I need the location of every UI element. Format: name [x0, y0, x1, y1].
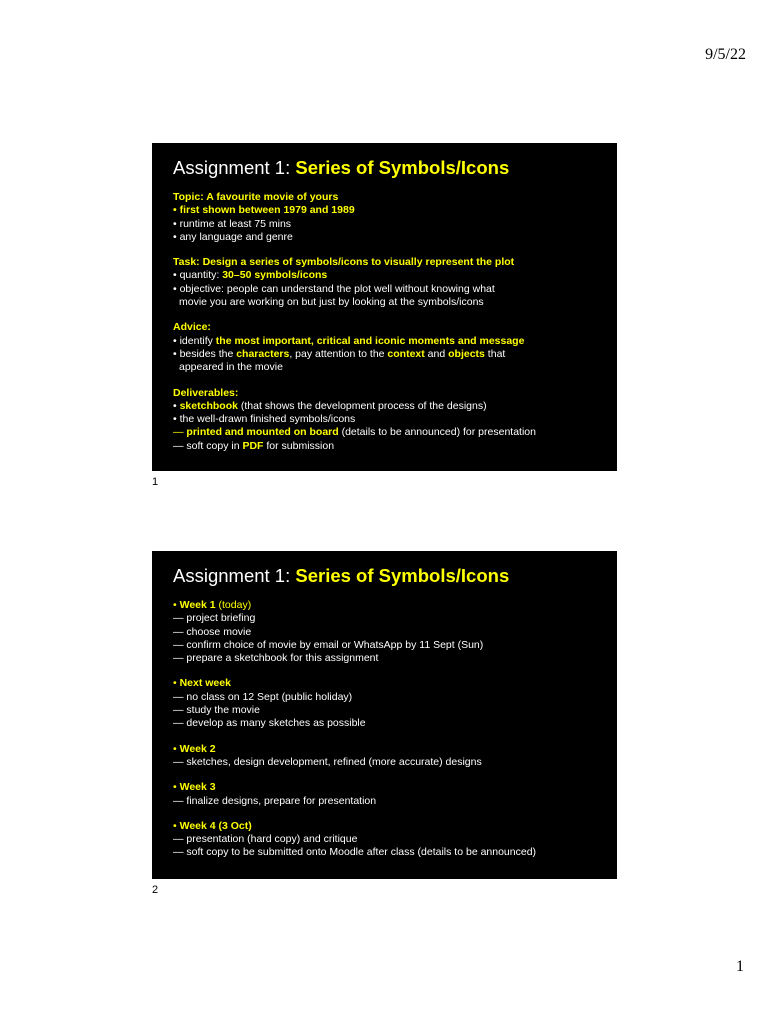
week-item: — no class on 12 Sept (public holiday)	[173, 690, 353, 703]
week-bullet: •	[173, 781, 180, 794]
deliverables-item	[173, 400, 597, 413]
deliverables-item-text: for submission	[263, 439, 335, 452]
deliverables-heading: Deliverables:	[173, 386, 239, 399]
advice-item-highlight: the most important, critical and iconic moments and message	[215, 334, 525, 347]
week-note: (today)	[215, 599, 252, 611]
deliverables-item: • the well-drawn finished symbols/icons	[173, 413, 356, 426]
week-item: — finalize designs, prepare for presentation	[173, 794, 377, 807]
week-label: Week 3	[179, 781, 216, 794]
advice-item-highlight: characters	[236, 347, 290, 360]
deliverables-item-highlight: sketchbook	[179, 399, 238, 412]
week-heading	[173, 781, 597, 794]
week-item: — presentation (hard copy) and critique	[173, 833, 358, 846]
deliverables-item-text: •	[173, 399, 180, 412]
week-bullet: •	[173, 742, 180, 755]
week-item: — soft copy to be submitted onto Moodle after class (details to be announced)	[173, 846, 537, 859]
topic-item: • first shown between 1979 and 1989	[173, 204, 355, 217]
title-prefix: Assignment 1:	[173, 157, 296, 178]
slide-title	[173, 157, 597, 179]
advice-item-text: • besides the	[173, 347, 237, 360]
week-label: Week 4 (3 Oct)	[179, 819, 252, 832]
page-number: 1	[736, 958, 744, 975]
week-heading	[173, 599, 597, 612]
topic-item: • any language and genre	[173, 230, 293, 243]
title-prefix: Assignment 1:	[173, 565, 296, 586]
week-bullet: •	[173, 599, 180, 611]
week-item: — choose movie	[173, 625, 252, 638]
advice-item: appeared in the movie	[179, 361, 283, 374]
advice-item-highlight: objects	[448, 347, 485, 360]
week-item: — prepare a sketchbook for this assignment	[173, 652, 379, 665]
deliverables-item-highlight: PDF	[242, 439, 264, 452]
advice-item-text: and	[424, 347, 449, 360]
deliverables-item	[173, 440, 597, 453]
week-item: — confirm choice of movie by email or WhatsApp by 11 Sept (Sun)	[173, 638, 484, 651]
slide-1	[152, 143, 617, 471]
week-item: — develop as many sketches as possible	[173, 717, 366, 730]
topic-section	[173, 191, 597, 244]
task-heading: Task: Design a series of symbols/icons to visually represent the plot	[173, 256, 515, 269]
deliverables-item	[173, 426, 597, 439]
week-bullet: •	[173, 819, 180, 832]
week-item: — study the movie	[173, 704, 260, 717]
week-1-section	[173, 599, 597, 665]
week-label: Week 1	[179, 599, 216, 611]
week-heading	[173, 743, 597, 756]
slide-2	[152, 551, 617, 879]
title-highlight: Series of Symbols/Icons	[295, 565, 510, 586]
advice-item-highlight: context	[387, 347, 425, 360]
advice-section	[173, 321, 597, 374]
task-item: • objective: people can understand the plot well without knowing what	[173, 282, 495, 295]
advice-item-text: , pay attention to the	[289, 347, 388, 360]
week-3-section	[173, 781, 597, 808]
deliverables-item-text: (that shows the development process of the designs)	[237, 399, 487, 412]
topic-heading: Topic: A favourite movie of yours	[173, 191, 339, 203]
advice-item-text: that	[484, 347, 506, 360]
advice-item	[173, 335, 597, 348]
slide-number: 1	[152, 476, 159, 488]
week-item: — sketches, design development, refined (more accurate) designs	[173, 755, 482, 768]
week-2-section	[173, 743, 597, 770]
advice-item	[173, 348, 597, 361]
week-label: Next week	[179, 677, 231, 690]
task-item	[173, 269, 597, 282]
title-highlight: Series of Symbols/Icons	[295, 157, 510, 178]
week-item: — project briefing	[173, 612, 256, 625]
task-item-highlight: 30–50 symbols/icons	[222, 269, 328, 282]
week-bullet: •	[173, 677, 180, 690]
page-date: 9/5/22	[705, 46, 746, 63]
deliverables-section	[173, 387, 597, 453]
advice-heading: Advice:	[173, 321, 211, 334]
week-heading	[173, 677, 597, 690]
week-4-section	[173, 820, 597, 860]
deliverables-item-highlight: printed and mounted on board	[186, 426, 339, 439]
deliverables-item-text: (details to be announced) for presentation	[338, 426, 536, 439]
deliverables-item-text: — soft copy in	[173, 439, 243, 452]
week-heading	[173, 820, 597, 833]
topic-item: • runtime at least 75 mins	[173, 217, 292, 230]
task-item-text: • quantity:	[173, 269, 223, 282]
deliverables-item-dash: —	[173, 426, 187, 439]
advice-item-text: • identify	[173, 334, 216, 347]
slide-title	[173, 565, 597, 587]
task-section	[173, 256, 597, 309]
next-week-section	[173, 677, 597, 730]
week-label: Week 2	[179, 742, 216, 755]
slide-number: 2	[152, 884, 159, 896]
task-item: movie you are working on but just by looking at the symbols/icons	[179, 296, 484, 309]
